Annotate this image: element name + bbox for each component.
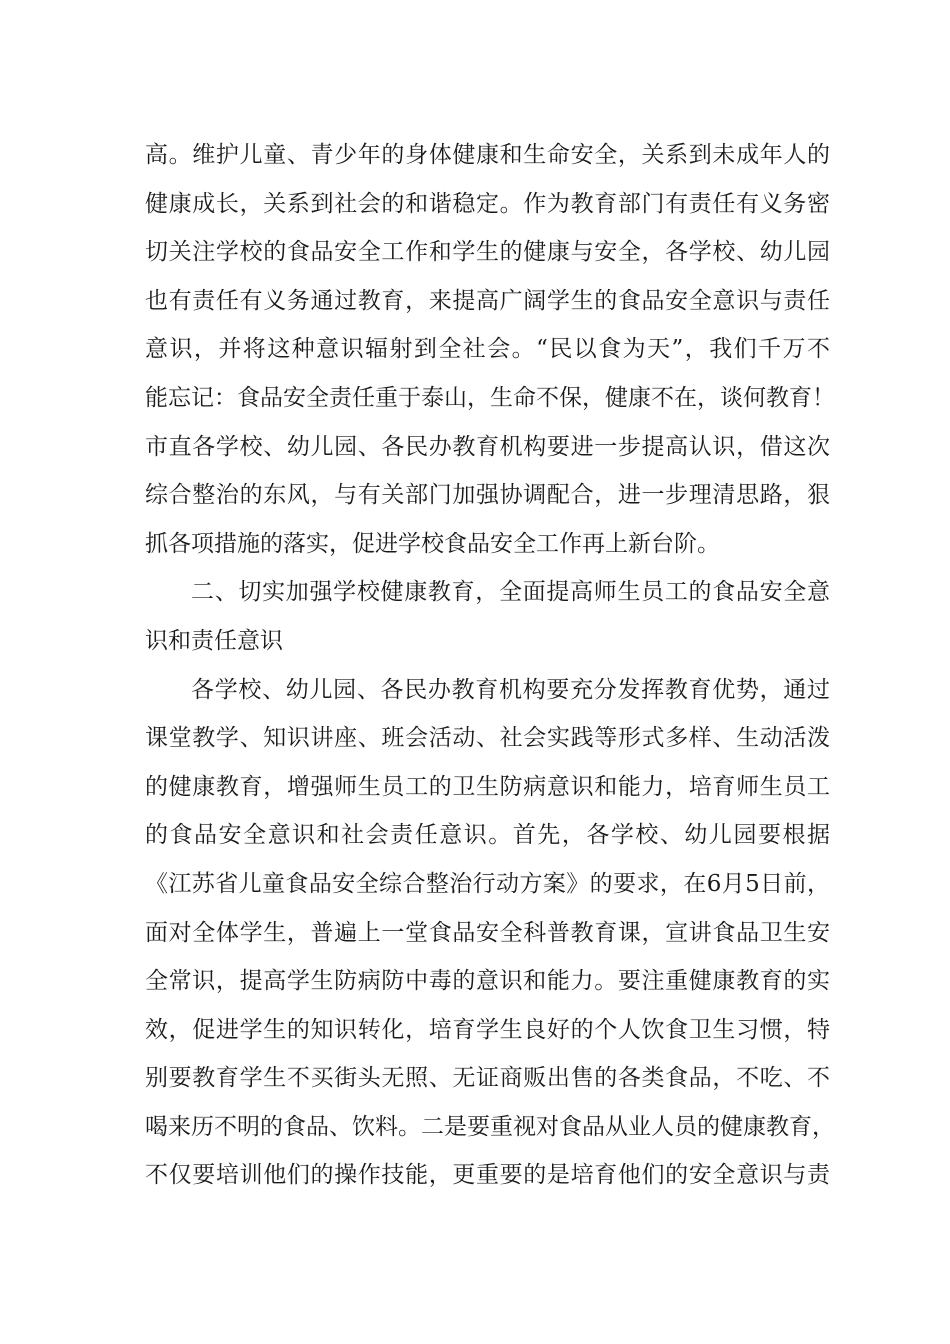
text-line: 效，促进学生的知识转化，培育学生良好的个人饮食卫生习惯，特 [145, 1016, 830, 1043]
text-line: 高。维护儿童、青少年的身体健康和生命安全，关系到未成年人的 [145, 142, 830, 168]
text-line: 的食品安全意识和社会责任意识。首先，各学校、幼儿园要根据 [145, 822, 830, 849]
text-line: 能忘记：食品安全责任重于泰山，生命不保，健康不在，谈何教育！ [145, 384, 835, 411]
text-line: 市直各学校、幼儿园、各民办教育机构要进一步提高认识，借这次 [145, 433, 830, 460]
text-line: 课堂教学、知识讲座、班会活动、社会实践等形式多样、生动活泼 [145, 725, 830, 752]
text-line: 也有责任有义务通过教育，来提高广阔学生的食品安全意识与责任 [145, 287, 830, 314]
text-line: 综合整治的东风，与有关部门加强协调配合，进一步理清思路，狠 [145, 482, 830, 509]
text-line: 抓各项措施的落实，促进学校食品安全工作再上新台阶。 [145, 530, 720, 557]
text-line: 意识，并将这种意识辐射到全社会。“民以食为天”，我们千万不 [145, 336, 830, 363]
text-line: 别要教育学生不买街头无照、无证商贩出售的各类食品，不吃、不 [145, 1065, 830, 1092]
text-line: 的健康教育，增强师生员工的卫生防病意识和能力，培育师生员工 [145, 773, 830, 800]
text-line: 不仅要培训他们的操作技能，更重要的是培育他们的安全意识与责 [145, 1162, 830, 1189]
text-line: 全常识，提高学生防病防中毒的意识和能力。要注重健康教育的实 [145, 968, 830, 995]
text-line: 健康成长，关系到社会的和谐稳定。作为教育部门有责任有义务密 [145, 190, 830, 217]
section-heading-line: 二、切实加强学校健康教育，全面提高师生员工的食品安全意 [191, 579, 830, 606]
text-line: 《江苏省儿童食品安全综合整治行动方案》的要求，在6月5日前， [145, 870, 830, 897]
section-heading-line: 识和责任意识 [145, 627, 283, 654]
body-text [145, 131, 835, 1200]
text-line: 各学校、幼儿园、各民办教育机构要充分发挥教育优势，通过 [191, 676, 830, 703]
text-line: 面对全体学生，普遍上一堂食品安全科普教育课，宣讲食品卫生安 [145, 919, 830, 946]
text-line: 切关注学校的食品安全工作和学生的健康与安全，各学校、幼儿园 [145, 239, 830, 266]
text-line: 喝来历不明的食品、饮料。二是要重视对食品从业人员的健康教育， [145, 1113, 835, 1140]
